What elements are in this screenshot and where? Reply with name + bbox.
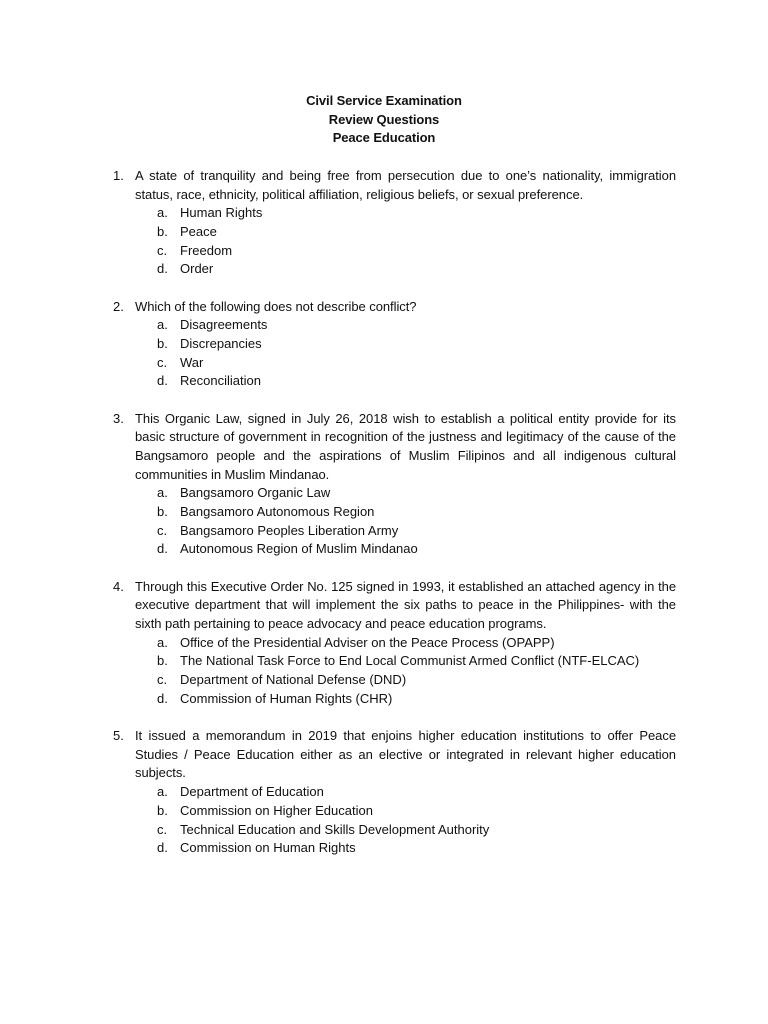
option-d (0, 690, 768, 709)
option-text: Technical Education and Skills Development Authority (180, 821, 490, 837)
question-number: 1. (113, 168, 124, 183)
option-text: Commission on Higher Education (180, 802, 373, 818)
question-number: 2. (113, 298, 124, 314)
option-a (0, 783, 768, 802)
option-a (0, 316, 768, 335)
option-d (0, 372, 768, 391)
question-number: 5. (113, 728, 124, 744)
option-list (0, 634, 768, 709)
option-label: d. (157, 840, 168, 856)
option-c (0, 522, 768, 541)
question-3 (0, 410, 768, 560)
option-b (0, 802, 768, 821)
option-label: c. (157, 522, 168, 538)
option-c (0, 354, 768, 373)
document-header (0, 92, 768, 148)
option-text: Order (180, 261, 214, 277)
option-label: b. (157, 802, 168, 818)
option-b (0, 335, 768, 354)
option-text: Bangsamoro Peoples Liberation Army (180, 522, 399, 538)
question-text: Through this Executive Order No. 125 signed in 1993, it established an attached agency in the executive department that will implement the six paths to peace in the Philippines- with the sixth path pertaining to peace advocacy and peace education programs. (135, 578, 676, 632)
option-label: d. (157, 541, 168, 557)
option-b (0, 223, 768, 242)
option-label: d. (157, 373, 168, 389)
option-c (0, 821, 768, 840)
question-1 (0, 167, 768, 279)
option-text: Freedom (180, 242, 233, 258)
option-text: Reconciliation (180, 373, 261, 389)
option-text: Discrepancies (180, 336, 262, 352)
option-list (0, 783, 768, 858)
option-c (0, 242, 768, 261)
option-list (0, 484, 768, 559)
option-label: a. (157, 784, 168, 800)
question-text: Which of the following does not describe conflict? (135, 298, 417, 314)
question-text: It issued a memorandum in 2019 that enjoins higher education institutions to offer Peace Studies / Peace Education either as an elective or integrated in relevant higher education subjects. (135, 728, 676, 781)
option-text: War (180, 354, 204, 370)
option-label: b. (157, 504, 168, 520)
option-label: a. (157, 317, 168, 333)
option-text: Disagreements (180, 317, 268, 333)
option-text: Bangsamoro Organic Law (180, 485, 331, 501)
question-4 (0, 578, 768, 709)
option-label: d. (157, 690, 168, 706)
option-label: c. (157, 242, 168, 258)
option-text: Commission on Human Rights (180, 840, 356, 856)
option-d (0, 540, 768, 559)
question-text: This Organic Law, signed in July 26, 2018 wish to establish a political entity provide for its basic structure of government in recognition of the justness and legitimacy of the cause of the Bangsamoro people and the aspirations of Muslim Filipinos and all indigenous cultural communities in Muslim Mindanao. (135, 410, 676, 482)
option-text: Commission of Human Rights (CHR) (180, 690, 393, 706)
option-text: Human Rights (180, 205, 263, 221)
option-label: c. (157, 821, 168, 837)
option-d (0, 839, 768, 858)
document-subtitle: Review Questions (328, 111, 440, 127)
option-text: Peace (180, 224, 217, 240)
question-5 (0, 727, 768, 858)
option-c (0, 671, 768, 690)
option-a (0, 634, 768, 653)
question-number: 4. (113, 578, 124, 594)
option-b (0, 652, 768, 671)
option-label: a. (157, 485, 168, 501)
question-number: 3. (113, 410, 124, 426)
option-list (0, 316, 768, 391)
document-title: Civil Service Examination (306, 93, 462, 108)
document-topic: Peace Education (332, 130, 436, 146)
option-text: Department of National Defense (DND) (180, 672, 407, 688)
option-label: a. (157, 634, 168, 650)
option-a (0, 204, 768, 223)
option-list (0, 204, 768, 279)
option-d (0, 260, 768, 279)
option-label: c. (157, 672, 168, 688)
option-label: b. (157, 653, 168, 669)
option-text: Autonomous Region of Muslim Mindanao (180, 541, 418, 557)
option-label: a. (157, 205, 168, 221)
option-b (0, 503, 768, 522)
option-a (0, 484, 768, 503)
question-text: A state of tranquility and being free from persecution due to one’s nationality, immigration status, race, ethnicity, political affiliation, religious beliefs, or sexual preference. (135, 168, 676, 202)
option-label: b. (157, 224, 168, 240)
option-text: Bangsamoro Autonomous Region (180, 504, 375, 520)
option-text: Department of Education (180, 784, 324, 800)
question-2 (0, 298, 768, 391)
option-label: d. (157, 261, 168, 277)
question-list (0, 167, 768, 876)
option-label: b. (157, 336, 168, 352)
option-text: The National Task Force to End Local Communist Armed Conflict (NTF-ELCAC) (180, 653, 640, 669)
option-text: Office of the Presidential Adviser on the Peace Process (OPAPP) (180, 634, 555, 650)
option-label: c. (157, 354, 168, 370)
